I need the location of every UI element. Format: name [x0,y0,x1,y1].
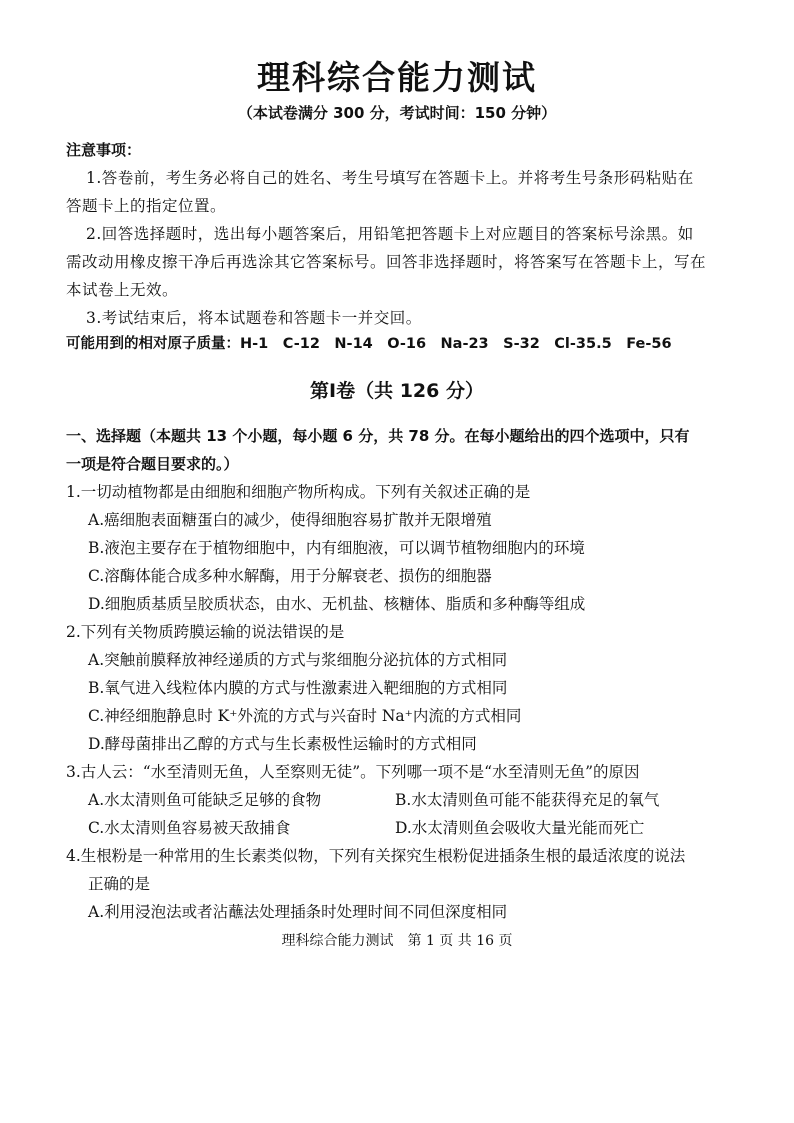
atomic-mass-line: 可能用到的相对原子质量：H-1 C-12 N-14 O-16 Na-23 S-32 Cl-35.5 Fe-56 [66,336,672,352]
note-line-3: 2.回答选择题时，选出每小题答案后，用铅笔把答题卡上对应题目的答案标号涂黑。如 [86,225,694,243]
section-intro-1: 一、选择题（本题共 13 个小题，每小题 6 分，共 78 分。在每小题给出的四个选项中，只有 [66,427,690,445]
page-footer: 理科综合能力测试 第 1 页 共 16 页 [281,933,513,949]
note-line-5: 本试卷上无效。 [66,281,179,299]
note-line-4: 需改动用橡皮擦干净后再选涂其它答案标号。回答非选择题时，将答案写在答题卡上，写在 [66,253,707,271]
q2-stem: 2.下列有关物质跨膜运输的说法错误的是 [66,623,345,641]
q3-option-d: D.水太清则鱼会吸收大量光能而死亡 [395,819,645,837]
q4-option-a: A.利用浸泡法或者沾蘸法处理插条时处理时间不同但深度相同 [88,903,508,921]
exam-title: 理科综合能力测试 [257,58,537,97]
section-heading: 第Ⅰ卷（共 126 分） [310,380,484,402]
q2-option-d: D.酵母菌排出乙醇的方式与生长素极性运输时的方式相同 [88,735,477,753]
q1-option-a: A.癌细胞表面糖蛋白的减少，使得细胞容易扩散并无限增殖 [88,511,492,529]
q3-option-a: A.水太清则鱼可能缺乏足够的食物 [88,791,322,809]
exam-subtitle: （本试卷满分 300 分，考试时间：150 分钟） [237,104,557,122]
q3-stem: 3.古人云：“水至清则无鱼，人至察则无徒”。下列哪一项不是“水至清则无鱼”的原因 [66,763,640,781]
q4-stem-1: 4.生根粉是一种常用的生长素类似物，下列有关探究生根粉促进插条生根的最适浓度的说法 [66,847,686,865]
q1-option-b: B.液泡主要存在于植物细胞中，内有细胞液，可以调节植物细胞内的环境 [88,539,585,557]
q3-option-b: B.水太清则鱼可能不能获得充足的氧气 [395,791,660,809]
q4-stem-2: 正确的是 [88,875,151,893]
section-intro-2: 一项是符合题目要求的。） [66,455,239,473]
q2-option-b: B.氧气进入线粒体内膜的方式与性激素进入靶细胞的方式相同 [88,679,508,697]
note-line-1: 1.答卷前，考生务必将自己的姓名、考生号填写在答题卡上。并将考生号条形码粘贴在 [86,169,694,187]
note-line-6: 3.考试结束后，将本试题卷和答题卡一并交回。 [86,309,422,327]
q1-stem: 1.一切动植物都是由细胞和细胞产物所构成。下列有关叙述正确的是 [66,483,531,501]
note-line-2: 答题卡上的指定位置。 [66,197,227,215]
q2-option-c: C.神经细胞静息时 K⁺外流的方式与兴奋时 Na⁺内流的方式相同 [88,707,522,725]
q1-option-d: D.细胞质基质呈胶质状态，由水、无机盐、核糖体、脂质和多种酶等组成 [88,595,586,613]
q2-option-a: A.突触前膜释放神经递质的方式与浆细胞分泌抗体的方式相同 [88,651,508,669]
q1-option-c: C.溶酶体能合成多种水解酶，用于分解衰老、损伤的细胞器 [88,567,492,585]
notes-title: 注意事项： [66,141,142,159]
q3-option-c: C.水太清则鱼容易被天敌捕食 [88,819,291,837]
